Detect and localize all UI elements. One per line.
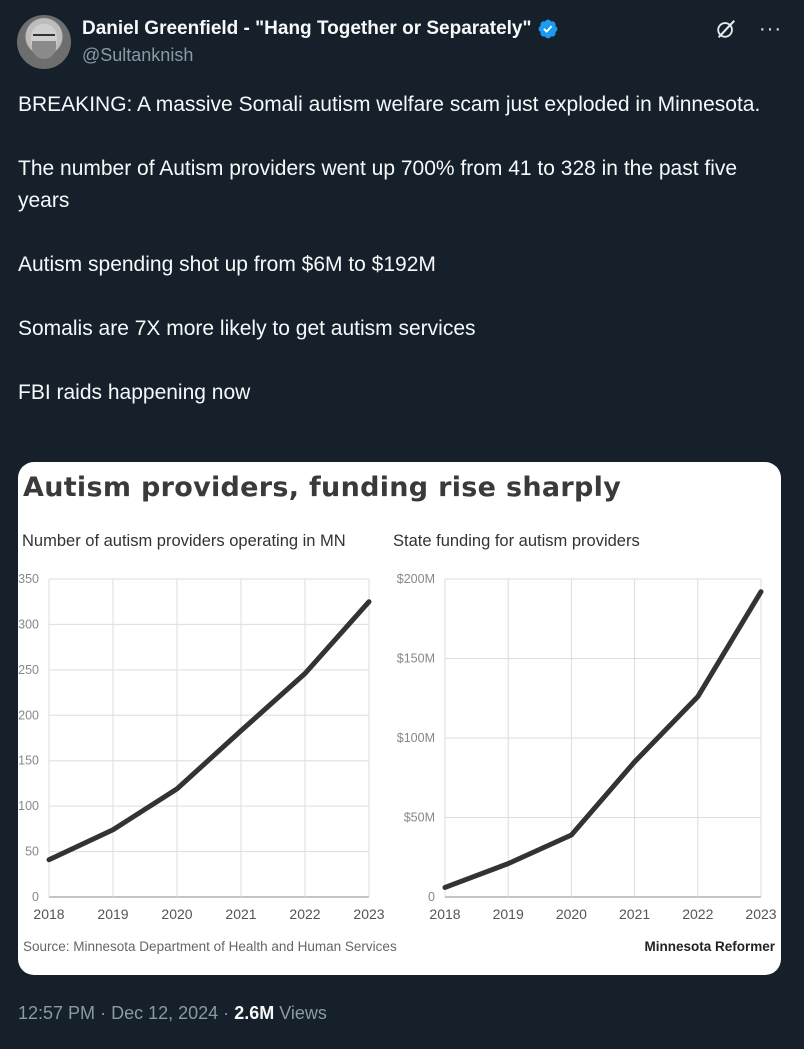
views-count: 2.6M [234,1003,275,1023]
y-tick-label: 250 [18,662,39,677]
tweet-paragraph: Autism spending shot up from $6M to $192M [18,253,436,276]
x-tick-label: 2022 [289,906,321,922]
y-tick-label: 50 [25,844,39,859]
y-tick-label: $150M [396,651,435,666]
chart-brand: Minnesota Reformer [644,939,775,954]
y-tick-label: 300 [18,617,39,632]
grok-icon[interactable] [715,18,737,40]
verified-badge-icon[interactable] [537,18,559,40]
avatar-glasses [33,34,55,41]
chart-left-title: Number of autism providers operating in MN [22,532,346,550]
chart-right-title: State funding for autism providers [393,532,640,550]
tweet-time[interactable]: 12:57 PM [18,1003,96,1023]
x-tick-label: 2018 [429,906,461,922]
tweet-paragraph: BREAKING: A massive Somali autism welfare scam just exploded in Minnesota. [18,93,761,116]
author-row [82,18,559,40]
y-tick-label: $100M [396,731,435,745]
x-tick-label: 2018 [33,906,65,922]
tweet-meta [18,1003,327,1024]
y-tick-label: 150 [18,753,39,768]
tweet-paragraph: The number of Autism providers went up 700% from 41 to 328 in the past five years [18,157,738,212]
views-label: Views [279,1003,327,1023]
y-tick-label: 0 [32,890,39,904]
x-tick-label: 2019 [97,906,129,922]
more-options-icon[interactable]: ··· [759,18,782,40]
x-tick-label: 2020 [555,906,587,922]
tweet-text [18,89,778,409]
x-tick-label: 2021 [619,906,651,922]
meta-separator: · [223,1003,230,1023]
media-image-card[interactable] [18,462,781,975]
x-tick-label: 2019 [492,906,524,922]
y-tick-label: 0 [428,890,435,904]
y-tick-label: 200 [18,708,39,723]
author-handle[interactable]: @Sultanknish [82,45,194,65]
x-tick-label: 2020 [161,906,193,922]
author-display-name[interactable]: Daniel Greenfield - "Hang Together or Separately" [82,18,532,39]
series-line [445,592,761,888]
series-line [49,602,369,860]
tweet-paragraph: FBI raids happening now [18,381,251,404]
x-tick-label: 2023 [745,906,777,922]
avatar[interactable] [17,15,71,69]
top-actions [715,18,782,40]
x-tick-label: 2021 [225,906,257,922]
tweet-paragraph: Somalis are 7X more likely to get autism services [18,317,476,340]
chart-source: Source: Minnesota Department of Health and Human Services [23,939,397,954]
y-tick-label: 100 [18,799,39,814]
x-tick-label: 2022 [682,906,714,922]
y-tick-label: 350 [18,572,39,586]
y-tick-label: $50M [403,810,435,825]
tweet-date[interactable]: Dec 12, 2024 [111,1003,219,1023]
x-tick-label: 2023 [353,906,385,922]
avatar-beard [32,41,56,59]
y-tick-label: $200M [396,572,435,586]
meta-separator: · [100,1003,107,1023]
chart-main-title: Autism providers, funding rise sharply [23,472,622,503]
